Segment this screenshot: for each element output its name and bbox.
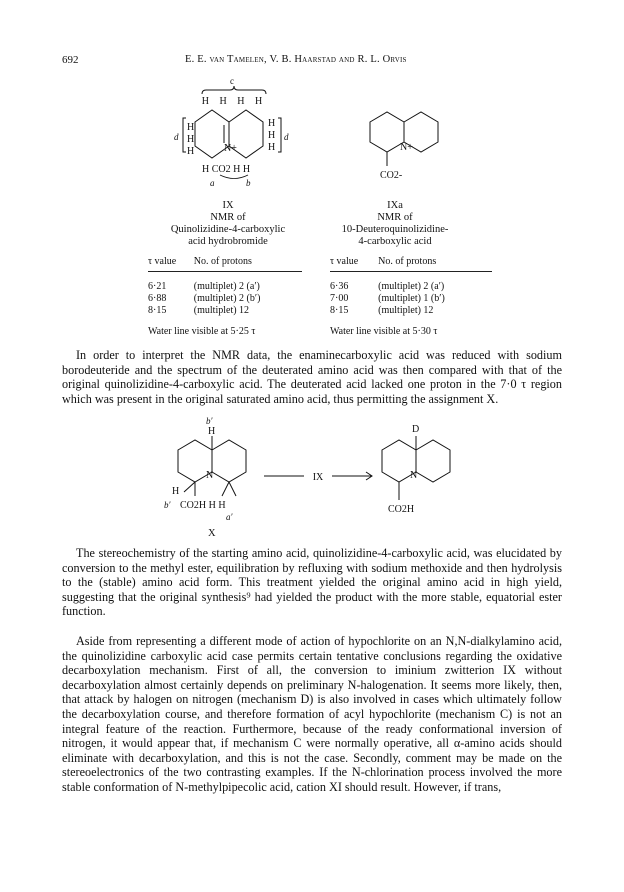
table-row: 6·21 (multiplet) 2 (a′) (148, 281, 260, 292)
nmr-table-IX (148, 256, 302, 317)
table-row: 8·15 (multiplet) 12 (148, 305, 250, 316)
table-row: 6·88 (multiplet) 2 (b′) (148, 293, 261, 304)
water-line-IXa: Water line visible at 5·30 τ (330, 326, 438, 337)
nitrogen-plus: N+ (224, 143, 237, 154)
svg-text:H: H (268, 142, 276, 153)
nmr-table-IXa (330, 256, 492, 317)
structure-IXa (350, 100, 470, 200)
caption-IX: IX NMR of Quinolizidine-4-carboxylic acid hydrobromide (170, 200, 286, 247)
col-tau: τ value (330, 256, 378, 272)
page-number: 692 (62, 54, 79, 66)
paragraph-1: In order to interpret the NMR data, the enaminecarboxylic acid was reduced with sodium borodeuteride and the spectrum of the deuterated amino acid was then compared with that of the original quinolizidine-4-carboxylic acid. The deuterated acid lacked one proton in the 7·0 τ region which was present in the original saturated amino acid, thus permitting the assignment X. (62, 348, 562, 406)
col-protons: No. of protons (378, 256, 492, 272)
paragraph-2: The stereochemistry of the starting amino acid, quinolizidine-4-carboxylic acid, was elucidated by conversion to the methyl ester, equilibration by refluxing with sodium methoxide and then hydrolysis to the (stable) amino acid form. This treatment yielded the original amino acid in high yield, suggesting that the original synthesis⁹ had yielded the product with the more stable, equatorial ester function. (62, 546, 562, 619)
table-row: 6·36 (multiplet) 2 (a′) (330, 281, 445, 292)
label-a: a (210, 178, 215, 188)
table-row: 8·15 (multiplet) 12 (330, 305, 434, 316)
X-left-N: N (206, 470, 214, 481)
X-right-CO2H: CO2H (388, 504, 415, 515)
svg-text:H: H (187, 146, 195, 157)
label-d-left: d (174, 132, 179, 142)
water-line-IX: Water line visible at 5·25 τ (148, 326, 256, 337)
caption-IXa: IXa NMR of 10-Deuteroquinolizidine- 4-carboxylic acid (341, 200, 449, 247)
svg-text:H: H (268, 118, 276, 129)
label-b: b (246, 178, 251, 188)
table-row: 7·00 (multiplet) 1 (b′) (330, 293, 445, 304)
paragraph-3: Aside from representing a different mode of action of hypochlorite on an N,N-dialkylamino acid, the quinolizidine carboxylic acid case permits certain tentative conclusions regarding the oxidative decarboxylation mechanism. First of all, the conversion to iminium zwitterion IX without decarboxylation almost certainly depends on preliminary N-halogenation. It seems more likely, then, that attack by halogen on nitrogen (mechanism D) is also involved in cases which ultimately follow the decarboxylation course, and therefore formation of acyl hypochlorite (mechanism C) is not an integral feature of the reaction. Furthermore, because of the ready conformational inversion of nitrogen, it would appear that, if mechanism C were normally operative, all α-amino acids should eliminate with decarboxylation, and this is not the case. Secondly, comment may be made on the stereoelectronics of the two contrasting examples. If the N-chlorination process involved the more stable conformation of N-methylpipecolic acid, cation XI should result. However, if trans, (62, 634, 562, 794)
arrow-label-IX: IX (312, 472, 324, 483)
bottom-substituents: H CO2 H H (202, 164, 251, 175)
top-hydrogens: H H H H (201, 96, 267, 107)
X-top-H: H (208, 426, 216, 437)
svg-text:b′: b′ (164, 500, 171, 510)
X-label-b-prime: b′ (206, 416, 213, 426)
svg-text:H: H (187, 122, 195, 133)
label-d-right: d (284, 132, 289, 142)
IXa-carboxylate: CO2- (380, 170, 403, 181)
X-right-D: D (412, 424, 420, 435)
col-protons: No. of protons (194, 256, 302, 272)
IXa-nitrogen: N+ (400, 142, 413, 153)
svg-text:H: H (187, 134, 195, 145)
X-left-H: H (172, 486, 180, 497)
X-label: X (208, 528, 216, 539)
svg-text:H: H (268, 130, 276, 141)
X-label-a-prime: a′ (226, 512, 233, 522)
structure-X-scheme (160, 416, 490, 539)
col-tau: τ value (148, 256, 194, 272)
label-c: c (230, 76, 234, 86)
structure-IX (150, 76, 320, 205)
X-left-bottom: CO2H H H (180, 500, 226, 511)
running-header-authors: E. E. van Tamelen, V. B. Haarstad and R. L. Orvis (185, 54, 407, 65)
X-right-N: N (410, 470, 418, 481)
